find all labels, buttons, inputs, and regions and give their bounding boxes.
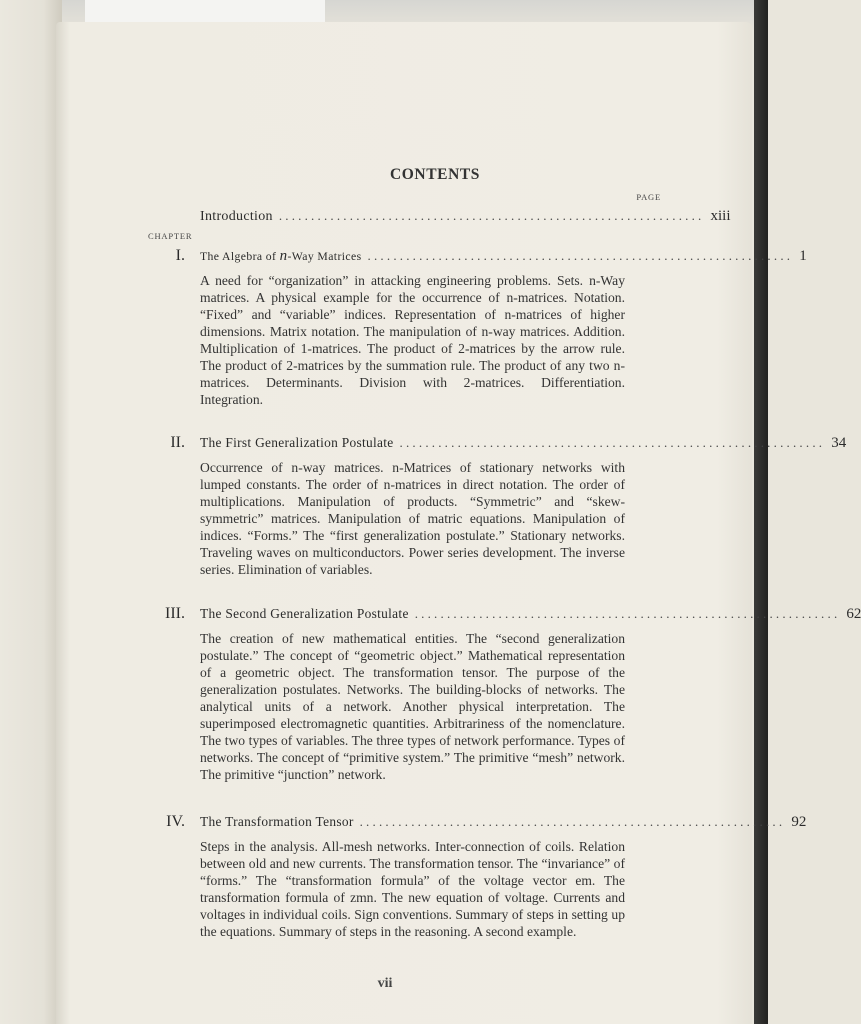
folio-page-number: vii — [377, 976, 393, 991]
chapter-entry — [200, 248, 807, 268]
chapter-description: Occurrence of n-way matrices. n-Matrices of stationary networks with lumped constants. The order of n-matrices in direct notation. The order of multiplications. Manipulation of products. “Symmetric” and “skew-symmetric” matrices. Manipulation of matric equations. Manipulation of indices. “Forms.” The “first generalization postulate.” Stationary networks. Traveling waves on multiconductors. Power series development. The inverse series. Elimination of variables. — [200, 460, 625, 577]
chapter-page: 92 — [791, 814, 807, 830]
facing-page-edge — [0, 0, 62, 1024]
chapter-page: 62 — [846, 606, 861, 622]
chapter-numeral: I. — [175, 247, 185, 264]
leader-dots: .................................................................. — [399, 435, 826, 450]
chapter-description: A need for “organization” in attacking engineering problems. Sets. n-Way matrices. A physical example for the occurrence of n-matrices. Notation. “Fixed” and “variable” indices. Representation of n-matrices of higher dimensions. Matrix notation. The manipulation of n-way matrices. Addition. Multiplication of 1-matrices. The product of 2-matrices by the arrow rule. The product of 2-matrices by the summation rule. The product of any two n-matrices. Determinants. Division with 2-matrices. Differentiation. Integration. — [200, 273, 625, 407]
dark-edge — [754, 0, 768, 1024]
chapter-entry — [200, 814, 807, 834]
page-column-label: PAGE — [636, 192, 661, 202]
chapter-title: The Transformation Tensor — [200, 814, 354, 829]
page-title: CONTENTS — [389, 166, 481, 183]
chapter-numeral: IV. — [166, 813, 185, 830]
introduction-entry — [200, 208, 731, 228]
chapter-description: Steps in the analysis. All-mesh networks. Inter-connection of coils. Relation between old and new currents. The transformation tensor. The “invariance” of “forms.” The “transformation formula” of the voltage vector em. The transformation formula of zmn. The new equation of voltage. Currents and voltages in individual coils. Sign conventions. Summary of steps in setting up the equations. Summary of steps in the reasoning. A second example. — [200, 839, 625, 939]
chapter-page: 1 — [799, 248, 807, 264]
leader-dots: .................................................................. — [367, 248, 794, 263]
contents-block — [145, 0, 861, 1024]
chapter-numeral: III. — [165, 605, 185, 622]
chapter-numeral: II. — [170, 434, 185, 451]
introduction-page: xiii — [710, 208, 731, 224]
chapter-title: The Second Generalization Postulate — [200, 606, 409, 621]
introduction-title: Introduction — [200, 209, 273, 224]
chapter-entry — [200, 435, 847, 455]
chapter-entry — [200, 606, 861, 626]
chapter-column-label: CHAPTER — [148, 231, 193, 241]
chapter-title: The Algebra of n-Way Matrices — [200, 248, 362, 264]
chapter-description: The creation of new mathematical entities. The “second generalization postulate.” The concept of “geometric object.” Mathematical representation of a geometric object. The transformation tensor. The purpose of the generalization postulates. Networks. The building-blocks of networks. The analytical units of a network. Another physical interpretation. The superimposed electromagnetic quantities. Arbitrariness of the nomenclature. The two types of variables. The three types of network performance. Types of networks. The concept of “primitive system.” The primitive “mesh” network. The primitive “junction” network. — [200, 631, 625, 782]
leader-dots: .................................................................. — [278, 208, 705, 223]
leader-dots: .................................................................. — [359, 814, 786, 829]
chapter-title: The First Generalization Postulate — [200, 435, 394, 450]
chapter-page: 34 — [831, 435, 847, 451]
leader-dots: .................................................................. — [414, 606, 841, 621]
